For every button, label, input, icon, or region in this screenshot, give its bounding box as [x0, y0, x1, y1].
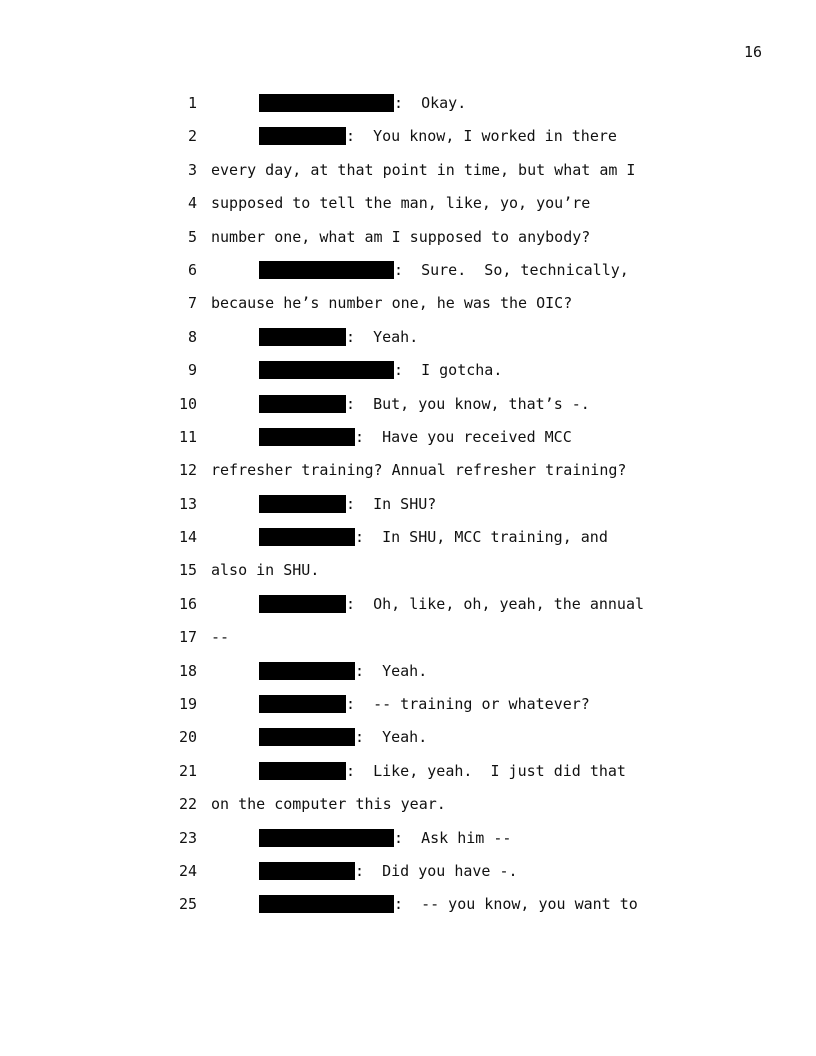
line-text: : You know, I worked in there: [346, 127, 617, 146]
line-number: 23: [178, 828, 197, 847]
speaker-line: [259, 894, 638, 914]
speaker-line: [259, 360, 502, 380]
line-text: number one, what am I supposed to anybody?: [211, 227, 591, 246]
line-text: because he’s number one, he was the OIC?: [211, 294, 573, 313]
transcript-line: [0, 126, 816, 159]
redacted-speaker-name: [259, 127, 346, 145]
redacted-speaker-name: [259, 495, 346, 513]
transcript-line: [0, 93, 816, 126]
redacted-speaker-name: [259, 261, 394, 279]
redacted-speaker-name: [259, 428, 355, 446]
transcript-line: [0, 894, 816, 927]
line-number: 2: [187, 127, 197, 146]
transcript-line: [0, 828, 816, 861]
redacted-speaker-name: [259, 662, 355, 680]
line-text: : Have you received MCC: [355, 427, 572, 446]
redacted-speaker-name: [259, 595, 346, 613]
line-number: 22: [178, 795, 197, 814]
speaker-line: [259, 527, 608, 547]
speaker-line: [259, 260, 629, 280]
line-text: also in SHU.: [211, 561, 320, 580]
speaker-line: [259, 427, 572, 447]
line-number: 24: [178, 861, 197, 880]
speaker-line: [259, 661, 427, 681]
line-number: 21: [178, 761, 197, 780]
line-number: 5: [187, 227, 197, 246]
transcript-line: [0, 293, 816, 326]
line-number: 15: [178, 561, 197, 580]
transcript-line: [0, 861, 816, 894]
redacted-speaker-name: [259, 862, 355, 880]
line-number: 3: [187, 160, 197, 179]
redacted-speaker-name: [259, 695, 346, 713]
redacted-speaker-name: [259, 762, 346, 780]
transcript-line: [0, 594, 816, 627]
redacted-speaker-name: [259, 528, 355, 546]
line-number: 10: [178, 394, 197, 413]
line-number: 16: [178, 594, 197, 613]
speaker-line: [259, 494, 436, 514]
line-text: : -- you know, you want to: [394, 895, 638, 914]
line-text: : Yeah.: [355, 661, 428, 680]
speaker-line: [259, 126, 617, 146]
continuation-line: [211, 627, 229, 647]
line-number: 20: [178, 728, 197, 747]
redacted-speaker-name: [259, 728, 355, 746]
speaker-line: [259, 828, 511, 848]
line-number: 9: [187, 361, 197, 380]
line-text: : In SHU?: [346, 494, 437, 513]
transcript: [0, 93, 816, 928]
transcript-line: [0, 494, 816, 527]
continuation-line: [211, 460, 626, 480]
speaker-line: [259, 727, 427, 747]
transcript-line: [0, 560, 816, 593]
redacted-speaker-name: [259, 829, 394, 847]
line-text: : Oh, like, oh, yeah, the annual: [346, 594, 645, 613]
line-text: refresher training? Annual refresher training?: [211, 461, 627, 480]
transcript-line: [0, 360, 816, 393]
transcript-line: [0, 394, 816, 427]
line-text: : Like, yeah. I just did that: [346, 761, 626, 780]
transcript-line: [0, 460, 816, 493]
speaker-line: [259, 861, 518, 881]
speaker-line: [259, 594, 644, 614]
line-number: 19: [178, 695, 197, 714]
line-number: 17: [178, 628, 197, 647]
continuation-line: [211, 794, 446, 814]
continuation-line: [211, 560, 319, 580]
line-number: 11: [178, 427, 197, 446]
redacted-speaker-name: [259, 361, 394, 379]
transcript-line: [0, 260, 816, 293]
line-number: 1: [187, 94, 197, 112]
transcript-line: [0, 661, 816, 694]
transcript-line: [0, 694, 816, 727]
continuation-line: [211, 227, 590, 247]
line-text: : Did you have -.: [355, 861, 518, 880]
redacted-speaker-name: [259, 395, 346, 413]
continuation-line: [211, 293, 572, 313]
line-text: every day, at that point in time, but what am I: [211, 160, 636, 179]
line-text: : Yeah.: [346, 327, 419, 346]
line-number: 13: [178, 494, 197, 513]
speaker-line: [259, 694, 590, 714]
line-number: 7: [187, 294, 197, 313]
line-text: : Sure. So, technically,: [394, 260, 629, 279]
line-text: --: [211, 628, 230, 647]
transcript-line: [0, 227, 816, 260]
transcript-line: [0, 160, 816, 193]
line-text: : In SHU, MCC training, and: [355, 528, 608, 547]
transcript-line: [0, 627, 816, 660]
redacted-speaker-name: [259, 328, 346, 346]
line-number: 8: [187, 327, 197, 346]
line-text: : -- training or whatever?: [346, 695, 590, 714]
speaker-line: [259, 394, 590, 414]
line-text: supposed to tell the man, like, yo, you’re: [211, 194, 591, 213]
line-text: : Yeah.: [355, 728, 428, 747]
line-number: 18: [178, 661, 197, 680]
line-number: 14: [178, 528, 197, 547]
speaker-line: [259, 761, 626, 781]
line-number: 4: [187, 194, 197, 213]
transcript-line: [0, 727, 816, 760]
transcript-line: [0, 427, 816, 460]
transcript-line: [0, 193, 816, 226]
line-text: on the computer this year.: [211, 795, 446, 814]
transcript-line: [0, 527, 816, 560]
transcript-line: [0, 761, 816, 794]
transcript-line: [0, 327, 816, 360]
line-number: 6: [187, 260, 197, 279]
line-text: : But, you know, that’s -.: [346, 394, 590, 413]
line-number: 12: [178, 461, 197, 480]
line-text: : Okay.: [394, 94, 467, 112]
redacted-speaker-name: [259, 94, 394, 112]
speaker-line: [259, 327, 418, 347]
line-number: 25: [178, 895, 197, 914]
redacted-speaker-name: [259, 895, 394, 913]
speaker-line: [259, 93, 466, 113]
line-text: : Ask him --: [394, 828, 512, 847]
continuation-line: [211, 193, 590, 213]
line-text: : I gotcha.: [394, 361, 503, 380]
page-number: 16: [743, 43, 762, 61]
continuation-line: [211, 160, 635, 180]
transcript-line: [0, 794, 816, 827]
